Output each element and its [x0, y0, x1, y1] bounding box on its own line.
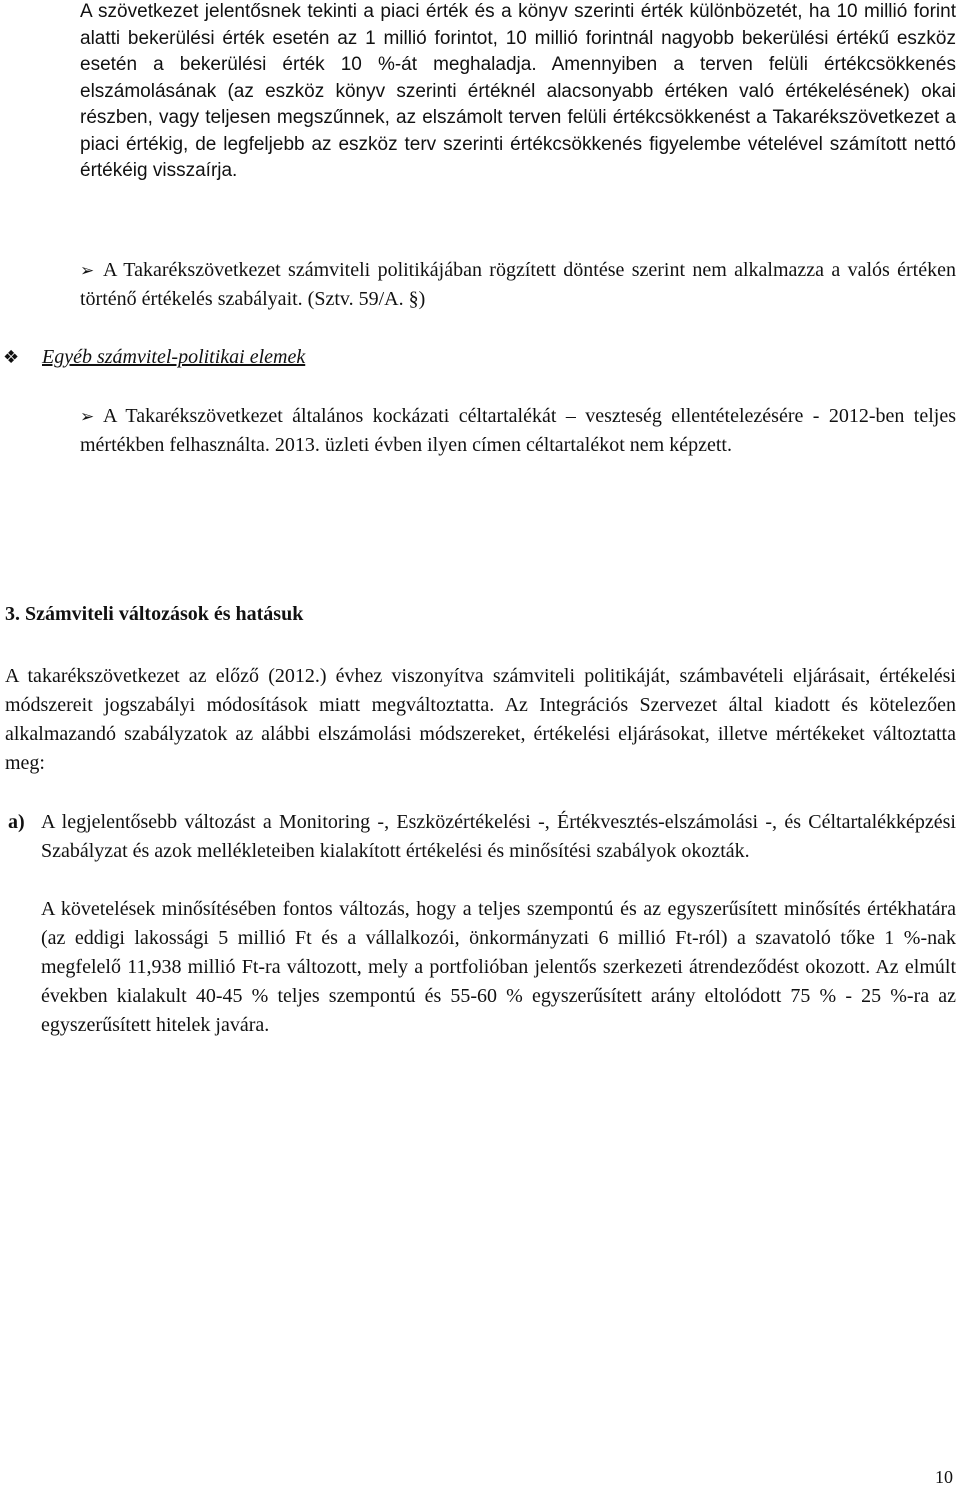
section-other-heading	[42, 343, 742, 372]
arrowhead-bullet-icon: ➢	[80, 261, 95, 281]
page-number: 10	[935, 1467, 953, 1487]
section3-paragraph: A takarékszövetkezet az előző (2012.) évhez viszonyítva számviteli politikáját, számbavételi eljárásait, értékelési módszereit jogszabályi módosítások miatt megváltoztatta. Az Integrációs Szervezet által kiadott és kötelezően alkalmazandó szabályzatok az alábbi elszámolási módszereket, értékelési eljárásokat, illetve mértékeket változtatta meg:	[5, 665, 956, 774]
diamond-cluster-bullet-icon: ❖	[3, 347, 20, 368]
arrowhead-bullet-icon: ➢	[80, 407, 95, 427]
bullet-fair-value: A Takarékszövetkezet számviteli politikájában rögzített döntése szerint nem alkalmazza a valós értéken történő értékelés szabályait. (Sztv. 59/A. §)	[80, 259, 956, 310]
section3-heading: 3. Számviteli változások és hatásuk	[5, 603, 304, 625]
item-a-text2: A követelések minősítésében fontos változás, hogy a teljes szempontú és az egyszerűsített minősítés értékhatára (az eddigi lakossági 5 millió Ft és a vállalkozói, önkormányzati 6 millió Ft-ról) a szavatoló tőke 1 %-nak megfelelő 11,938 millió Ft-ra változott, mely a portfolióban jelentős szerkezeti átrendeződést okozott. Az elmúlt években kialakult 40-45 % teljes szempontú és 55-60 % egyszerűsített arány eltolódott 75 % - 25 %-ra az egyszerűsített hitelek javára.	[41, 898, 956, 1036]
section-other-heading-text: Egyéb számvitel-politikai elemek	[42, 346, 306, 368]
intro-paragraph: A szövetkezet jelentősnek tekinti a piaci érték és a könyv szerinti érték különbözetét, ha 10 millió forint alatti bekerülési érték esetén az 1 millió forintot, 10 millió forintnál nagyobb bekerülési értékű eszköz esetén a bekerülési érték 10 %-át meghaladja. Amennyiben a terven felüli értékcsökkenés elszámolásának (az eszköz könyv szerinti értéknél alacsonyabb értéken való értékelésének) okai részben, vagy teljesen megszűnnek, az elszámolt terven felüli értékcsökkenést a Takarékszövetkezet a piaci értékig, de legfeljebb az eszköz terv szerinti értékcsökkenés figyelembe vételével számított nettó értékéig visszaírja.	[80, 1, 956, 181]
item-a-label: a)	[8, 811, 25, 833]
bullet-provision: A Takarékszövetkezet általános kockázati céltartalékát – veszteség ellentételezésére - 2012-ben teljes mértékben felhasználta. 2013. üzleti évben ilyen címen céltartalékot nem képzett.	[80, 405, 956, 456]
item-a-text1: A legjelentősebb változást a Monitoring -, Eszközértékelési -, Értékvesztés-elszámolási -, és Céltartalékképzési Szabályzat és azok mellékleteiben kialakított értékelési és minősítési szabályok okozták.	[41, 811, 956, 862]
